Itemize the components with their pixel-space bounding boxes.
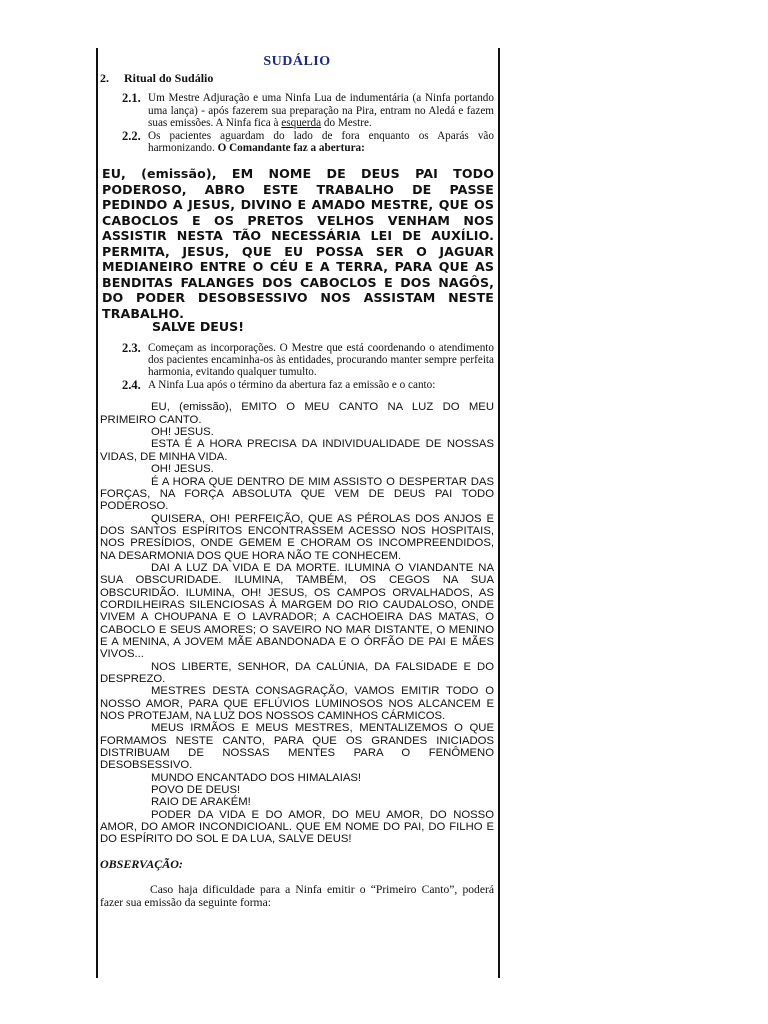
section-number: 2. <box>100 71 109 86</box>
canto-paragraph: ESTA É A HORA PRECISA DA INDIVIDUALIDADE DE NOSSAS VIDAS, DE MINHA VIDA. <box>100 438 494 463</box>
canto-paragraph: OH! JESUS. <box>151 463 214 476</box>
observation-heading: OBSERVAÇÃO: <box>100 856 183 871</box>
underlined-word: esquerda <box>281 116 322 129</box>
canto-paragraph: NOS LIBERTE, SENHOR, DA CALÚNIA, DA FALSIDADE E DO DESPREZO. <box>100 660 494 685</box>
opening-prayer: EU, (emissão), EM NOME DE DEUS PAI TODO PODEROSO, ABRO ESTE TRABALHO DE PASSE PEDINDO A JESUS, DIVINO E AMADO MESTRE, QUE OS CABOCLOS E OS PRETOS VELHOS VENHAM NOS ASSISTIR NESTA TÃO NECESSÁRIA LEI DE AUXÍLIO. PERMITA, JESUS, QUE EU POSSA SER O JAGUAR MEDIANEIRO ENTRE O CÉU E A TERRA, PARA QUE AS BENDITAS FALANGES DOS CABOCLOS E DOS NAGÔS, DO PODER DESOBSESSIVO NOS ASSISTAM NESTE TRABALHO. <box>102 166 494 321</box>
item-text-part: do Mestre. <box>321 116 372 129</box>
canto-paragraph: É A HORA QUE DENTRO DE MIM ASSISTO O DESPERTAR DAS FORÇAS, NA FORÇA ABSOLUTA QUE VEM DE DEUS PAI TODO PODEROSO. <box>100 475 494 513</box>
item-text-part: Um Mestre Adjuração e uma Ninfa Lua de indumentária (a Ninfa portando uma lança) - após fazerem sua preparação na Pira, entram no Aledá e fazem suas emissões. A Ninfa fica à <box>148 92 494 129</box>
document-page <box>100 56 494 910</box>
list-item <box>100 379 494 391</box>
section-label: Ritual do Sudálio <box>124 71 214 86</box>
canto-paragraph: QUISERA, OH! PERFEIÇÃO, QUE AS PÉROLAS DOS ANJOS E DOS SANTOS ESPÍRITOS ENCONTRASSEM ACESSO NOS HOSPITAIS, NOS PRESÍDIOS, ONDE GEMEM E CHORAM OS INCOMPREENDIDOS, NA DESARMONIA DOS QUE HORA NÃO TE CONHECEM. <box>100 512 494 562</box>
canto-paragraph: OH! JESUS. <box>151 426 214 439</box>
document-title: SUDÁLIO <box>263 54 331 69</box>
canto-text <box>100 401 494 845</box>
list-item <box>100 342 494 379</box>
item-text-part: Os pacientes aguardam do lado de fora enquanto os Aparás vão harmonizando. <box>148 130 494 155</box>
right-margin-rule <box>498 48 500 978</box>
list-item <box>100 92 494 129</box>
left-margin-rule <box>96 48 98 978</box>
canto-paragraph: POVO DE DEUS! <box>151 784 241 797</box>
canto-paragraph: MESTRES DESTA CONSAGRAÇÃO, VAMOS EMITIR TODO O NOSSO AMOR, PARA QUE EFLÚVIOS LUMINOSOS NOS ALCANCEM E NOS PROTEJAM, NA LUZ DOS NOSSOS CAMINHOS CÁRMICOS. <box>100 685 494 723</box>
bold-phrase: O Comandante faz a abertura: <box>217 142 365 155</box>
canto-paragraph: MUNDO ENCANTADO DOS HIMALAIAS! <box>151 771 362 784</box>
item-text: A Ninfa Lua após o término da abertura faz a emissão e o canto: <box>148 379 436 392</box>
canto-paragraph: EU, (emissão), EMITO O MEU CANTO NA LUZ DO MEU PRIMEIRO CANTO. <box>100 401 494 426</box>
item-number: 2.2. <box>122 129 141 144</box>
item-text: Começam as incorporações. O Mestre que está coordenando o atendimento dos pacientes encaminha-os às entidades, procurando manter sempre perfeita harmonia, evitando qualquer tumulto. <box>148 341 494 379</box>
canto-paragraph: RAIO DE ARAKÉM! <box>151 796 251 809</box>
section-heading <box>100 72 494 84</box>
canto-paragraph: MEUS IRMÃOS E MEUS MESTRES, MENTALIZEMOS O QUE FORMAMOS NESTE CANTO, PARA QUE OS GRANDES INICIADOS DISTRIBUAM DE NOSSAS MENTES PARA O FENÔMENO DESOBSESSIVO. <box>100 722 494 772</box>
item-number: 2.1. <box>122 91 141 106</box>
canto-paragraph: PODER DA VIDA E DO AMOR, DO MEU AMOR, DO NOSSO AMOR, DO AMOR INCONDICIOANL. QUE EM NOME DO PAI, DO FILHO E DO ESPÍRITO DO SOL E DA LUA, SALVE DEUS! <box>100 808 494 846</box>
canto-paragraph: DAI A LUZ DA VIDA E DA MORTE. ILUMINA O VIANDANTE NA SUA OBSCURIDADE. ILUMINA, TAMBÉM, OS CEGOS NA SUA OBSCURIDÃO. ILUMINA, OH! JESUS, OS CAMPOS ORVALHADOS, AS CORDILHEIRAS SILENCIOSAS À MARGEM DO RIO CAUDALOSO, ONDE VIVEM A CHOUPANA E O LAVRADOR; A CACHOEIRA DAS MATAS, O CABOCLO E SEUS AMORES; O SAVEIRO NO MAR DISTANTE, O MENINO E A MENINA, A JOVEM MÃE ABANDONADA E O ÓRFÃO DE PAI E MÃES VIVOS... <box>100 561 494 661</box>
item-text <box>148 130 494 154</box>
observation-text: Caso haja dificuldade para a Ninfa emitir o “Primeiro Canto”, poderá fazer sua emissão da seguinte forma: <box>100 883 494 909</box>
salve-deus-line: SALVE DEUS! <box>152 319 244 335</box>
item-number: 2.4. <box>122 378 141 393</box>
item-text <box>148 92 494 129</box>
list-item <box>100 130 494 154</box>
item-number: 2.3. <box>122 340 141 355</box>
